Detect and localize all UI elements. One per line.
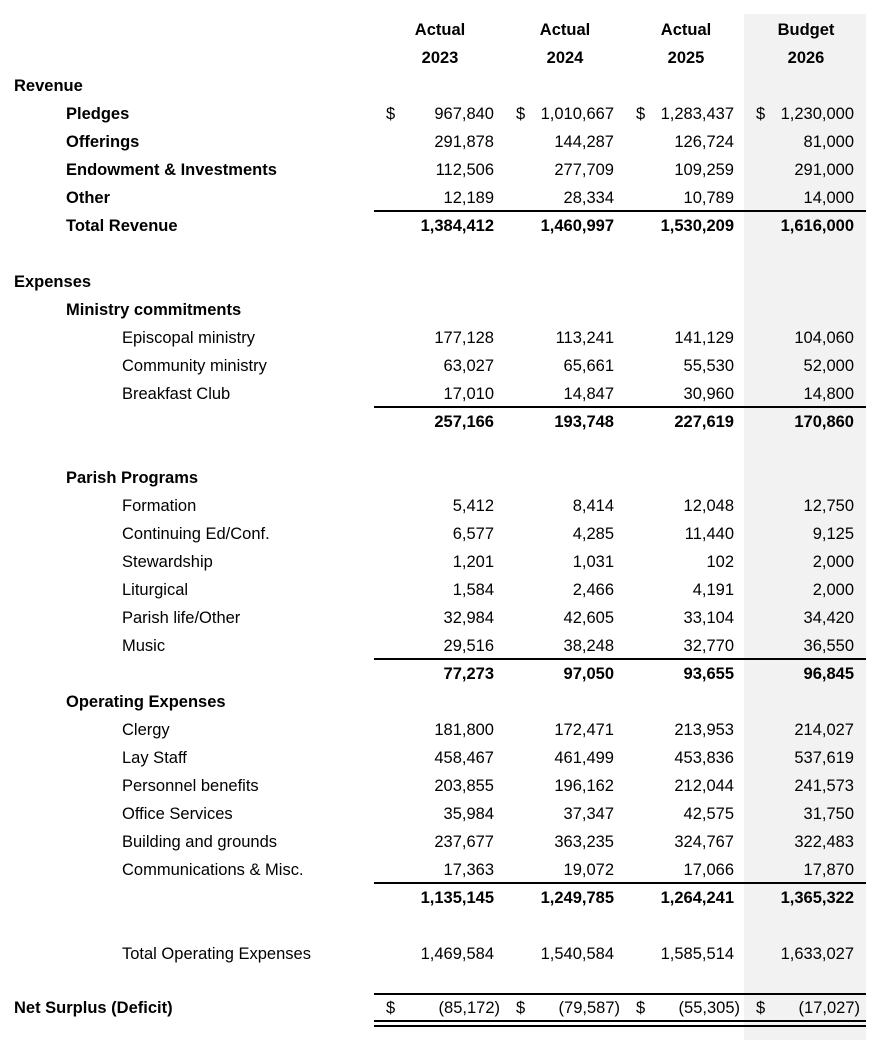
cell-2025 <box>614 408 734 436</box>
row-label: Communications & Misc. <box>122 861 304 879</box>
value: 144,287 <box>554 133 614 151</box>
cell-2026 <box>734 884 854 912</box>
cell-2025 <box>614 492 734 520</box>
row-label: Clergy <box>122 721 170 739</box>
cell-2025 <box>614 380 734 408</box>
value: 458,467 <box>434 749 494 767</box>
cell-2023 <box>374 156 494 184</box>
value: 177,128 <box>434 329 494 347</box>
cell-2025 <box>614 716 734 744</box>
table-row <box>0 492 880 520</box>
row-label: Offerings <box>66 133 140 151</box>
cell-2024 <box>494 324 614 352</box>
value: 81,000 <box>803 133 854 151</box>
table-row <box>0 716 880 744</box>
row-label: Net Surplus (Deficit) <box>14 999 173 1017</box>
subsection-heading-operating <box>0 688 880 716</box>
value: 172,471 <box>554 721 614 739</box>
value: 1,201 <box>452 553 494 571</box>
cell-2026 <box>734 100 854 128</box>
cell-2024 <box>494 856 614 884</box>
value: 11,440 <box>684 525 734 543</box>
row-label: Building and grounds <box>122 833 278 851</box>
value: 193,748 <box>554 413 614 431</box>
value: 12,048 <box>683 497 734 515</box>
currency-symbol: $ <box>516 999 526 1017</box>
value: 35,984 <box>443 805 494 823</box>
value: 1,264,241 <box>660 889 734 907</box>
value: 6,577 <box>452 525 494 543</box>
cell-2026 <box>734 716 854 744</box>
cell-2025 <box>614 548 734 576</box>
value: 12,750 <box>803 497 854 515</box>
cell-2023 <box>374 716 494 744</box>
value: 1,584 <box>452 581 494 599</box>
cell-2024 <box>494 128 614 156</box>
row-label: Pledges <box>66 105 130 123</box>
value: 112,506 <box>435 161 494 179</box>
value: 9,125 <box>812 525 854 543</box>
value: 32,984 <box>443 609 494 627</box>
value: 4,285 <box>572 525 614 543</box>
value: 17,363 <box>443 861 494 879</box>
operating-heading: Operating Expenses <box>66 693 226 711</box>
cell-2025 <box>614 660 734 688</box>
value: 14,847 <box>563 385 614 403</box>
value: 181,800 <box>434 721 494 739</box>
row-label: Personnel benefits <box>122 777 259 795</box>
currency-symbol: $ <box>636 105 646 123</box>
total-revenue-row <box>0 212 880 240</box>
cell-2025 <box>614 940 734 968</box>
value: 1,010,667 <box>540 105 614 123</box>
cell-2023 <box>374 744 494 772</box>
value: 28,334 <box>563 189 614 207</box>
value: 170,860 <box>794 413 854 431</box>
value: 257,166 <box>434 413 494 431</box>
cell-2023 <box>374 520 494 548</box>
currency-symbol: $ <box>516 105 526 123</box>
value: 5,412 <box>452 497 494 515</box>
cell-2023 <box>374 772 494 800</box>
value: 8,414 <box>572 497 614 515</box>
value: 213,953 <box>674 721 734 739</box>
cell-2024 <box>494 884 614 912</box>
cell-2024 <box>494 408 614 436</box>
cell-2025 <box>614 772 734 800</box>
table-row <box>0 156 880 184</box>
value: 1,249,785 <box>540 889 614 907</box>
cell-2026 <box>734 128 854 156</box>
cell-2023 <box>374 184 494 212</box>
ministry-subtotal-row <box>0 408 880 436</box>
row-label: Formation <box>122 497 197 515</box>
cell-2023 <box>374 492 494 520</box>
cell-2026 <box>734 184 854 212</box>
cell-2026 <box>734 156 854 184</box>
value: 96,845 <box>803 665 854 683</box>
cell-2026 <box>734 576 854 604</box>
row-label: Community ministry <box>122 357 267 375</box>
value: 126,724 <box>674 133 734 151</box>
row-label: Total Revenue <box>66 217 178 235</box>
column-header-row-2 <box>0 44 880 72</box>
currency-symbol: $ <box>756 999 766 1017</box>
value: 4,191 <box>692 581 734 599</box>
value: 453,836 <box>674 749 734 767</box>
cell-2023 <box>374 576 494 604</box>
cell-2025 <box>614 856 734 884</box>
value: 93,655 <box>683 665 734 683</box>
cell-2026 <box>734 520 854 548</box>
currency-symbol: $ <box>386 999 396 1017</box>
cell-2026 <box>734 604 854 632</box>
value: 104,060 <box>794 329 854 347</box>
value: 1,616,000 <box>780 217 854 235</box>
value: (17,027) <box>798 999 860 1017</box>
ministry-heading: Ministry commitments <box>66 301 242 319</box>
column-header-2023-line1: Actual <box>414 21 466 39</box>
value: 1,585,514 <box>660 945 734 963</box>
value: 77,273 <box>443 665 494 683</box>
value: 227,619 <box>674 413 734 431</box>
value: 363,235 <box>554 833 614 851</box>
table-row <box>0 744 880 772</box>
table-row <box>0 100 880 128</box>
net-double-underline <box>374 1020 866 1027</box>
cell-2026 <box>734 828 854 856</box>
cell-2026 <box>734 940 854 968</box>
net-surplus-row <box>0 994 880 1022</box>
value: 42,575 <box>683 805 734 823</box>
table-row <box>0 548 880 576</box>
currency-symbol: $ <box>756 105 766 123</box>
currency-symbol: $ <box>636 999 646 1017</box>
value: 461,499 <box>554 749 614 767</box>
value: 1,283,437 <box>660 105 734 123</box>
column-header-2026-line2: 2026 <box>787 49 825 67</box>
row-label: Endowment & Investments <box>66 161 277 179</box>
cell-2023 <box>374 324 494 352</box>
cell-2025 <box>614 128 734 156</box>
table-row <box>0 828 880 856</box>
row-label: Lay Staff <box>122 749 187 767</box>
operating-subtotal-row <box>0 884 880 912</box>
value: 277,709 <box>554 161 614 179</box>
value: 141,129 <box>674 329 734 347</box>
cell-2025 <box>614 828 734 856</box>
value: 113,241 <box>555 329 614 347</box>
column-header-row-1 <box>0 16 880 44</box>
value: 97,050 <box>563 665 614 683</box>
cell-2024 <box>494 660 614 688</box>
row-label: Liturgical <box>122 581 189 599</box>
cell-2024 <box>494 184 614 212</box>
value: 42,605 <box>563 609 614 627</box>
value: 19,072 <box>563 861 614 879</box>
cell-2024 <box>494 548 614 576</box>
cell-2023 <box>374 380 494 408</box>
cell-2023 <box>374 408 494 436</box>
column-header-2025-line2: 2025 <box>667 49 705 67</box>
section-heading-expenses <box>0 268 880 296</box>
cell-2025 <box>614 576 734 604</box>
value: 212,044 <box>674 777 734 795</box>
row-label: Music <box>122 637 166 655</box>
cell-2026 <box>734 492 854 520</box>
cell-2025 <box>614 100 734 128</box>
value: 31,750 <box>803 805 854 823</box>
value: (79,587) <box>558 999 620 1017</box>
value: 1,365,322 <box>780 889 854 907</box>
cell-2023 <box>374 884 494 912</box>
value: (55,305) <box>678 999 740 1017</box>
cell-2025 <box>614 156 734 184</box>
value: 1,633,027 <box>780 945 854 963</box>
cell-2025 <box>614 800 734 828</box>
value: 2,000 <box>812 581 854 599</box>
table-row <box>0 772 880 800</box>
table-row <box>0 324 880 352</box>
value: 17,870 <box>803 861 854 879</box>
column-header-2023-line2: 2023 <box>421 49 459 67</box>
row-label: Episcopal ministry <box>122 329 255 347</box>
value: 109,259 <box>674 161 734 179</box>
value: 55,530 <box>683 357 734 375</box>
value: 63,027 <box>443 357 494 375</box>
column-header-2026-line1: Budget <box>777 21 835 39</box>
value: 1,031 <box>572 553 614 571</box>
cell-2024 <box>494 632 614 660</box>
expenses-heading: Expenses <box>14 273 92 291</box>
value: 237,677 <box>434 833 494 851</box>
cell-2023 <box>374 212 494 240</box>
table-row <box>0 576 880 604</box>
currency-symbol: $ <box>386 105 396 123</box>
subsection-heading-ministry <box>0 296 880 324</box>
row-label: Breakfast Club <box>122 385 231 403</box>
value: 1,460,997 <box>540 217 614 235</box>
table-row <box>0 128 880 156</box>
cell-2024 <box>494 604 614 632</box>
value: 967,840 <box>434 105 494 123</box>
row-label: Stewardship <box>122 553 213 571</box>
total-operating-expenses-row <box>0 940 880 968</box>
cell-2026 <box>734 352 854 380</box>
value: 203,855 <box>434 777 494 795</box>
cell-2026 <box>734 324 854 352</box>
cell-2025 <box>614 744 734 772</box>
parish-subtotal-row <box>0 660 880 688</box>
cell-2023 <box>374 548 494 576</box>
table-row <box>0 604 880 632</box>
cell-2024 <box>494 520 614 548</box>
value: 1,540,584 <box>540 945 614 963</box>
cell-2024 <box>494 576 614 604</box>
value: 17,066 <box>683 861 734 879</box>
table-row <box>0 184 880 212</box>
value: 1,135,145 <box>420 889 494 907</box>
cell-2023 <box>374 352 494 380</box>
subsection-heading-parish <box>0 464 880 492</box>
cell-2026 <box>734 632 854 660</box>
cell-2023 <box>374 632 494 660</box>
cell-2025 <box>614 184 734 212</box>
value: 10,789 <box>683 189 734 207</box>
value: 37,347 <box>563 805 614 823</box>
cell-2024 <box>494 100 614 128</box>
value: 214,027 <box>794 721 854 739</box>
revenue-heading: Revenue <box>14 77 83 95</box>
cell-2024 <box>494 352 614 380</box>
column-header-2025-line1: Actual <box>660 21 712 39</box>
value: 1,469,584 <box>420 945 494 963</box>
cell-2025 <box>614 884 734 912</box>
row-label: Total Operating Expenses <box>122 945 311 963</box>
table-row <box>0 632 880 660</box>
cell-2025 <box>614 324 734 352</box>
cell-2026 <box>734 856 854 884</box>
cell-2024 <box>494 380 614 408</box>
value: 537,619 <box>794 749 854 767</box>
column-header-2024-line1: Actual <box>539 21 591 39</box>
table-row <box>0 800 880 828</box>
value: 1,530,209 <box>660 217 734 235</box>
value: 38,248 <box>563 637 614 655</box>
cell-2024 <box>494 800 614 828</box>
cell-2023 <box>374 828 494 856</box>
row-label: Continuing Ed/Conf. <box>122 525 270 543</box>
cell-2025 <box>614 520 734 548</box>
value: 17,010 <box>443 385 494 403</box>
value: 30,960 <box>683 385 734 403</box>
cell-2024 <box>494 940 614 968</box>
cell-2023 <box>374 100 494 128</box>
cell-2023 <box>374 856 494 884</box>
parish-heading: Parish Programs <box>66 469 199 487</box>
value: 2,466 <box>572 581 614 599</box>
value: 32,770 <box>683 637 734 655</box>
cell-2023 <box>374 604 494 632</box>
table-row <box>0 520 880 548</box>
cell-2025 <box>614 994 740 1022</box>
cell-2025 <box>614 352 734 380</box>
value: 324,767 <box>674 833 734 851</box>
cell-2024 <box>494 772 614 800</box>
value: 2,000 <box>812 553 854 571</box>
row-label: Parish life/Other <box>122 609 241 627</box>
value: 52,000 <box>803 357 854 375</box>
cell-2023 <box>374 660 494 688</box>
cell-2024 <box>494 156 614 184</box>
cell-2025 <box>614 632 734 660</box>
cell-2025 <box>614 604 734 632</box>
row-label: Other <box>66 189 111 207</box>
cell-2023 <box>374 800 494 828</box>
table-row <box>0 856 880 884</box>
cell-2023 <box>374 940 494 968</box>
value: 33,104 <box>683 609 734 627</box>
cell-2026 <box>734 744 854 772</box>
value: 291,878 <box>434 133 494 151</box>
cell-2026 <box>734 994 860 1022</box>
cell-2023 <box>374 128 494 156</box>
value: 14,000 <box>803 189 854 207</box>
cell-2026 <box>734 660 854 688</box>
cell-2024 <box>494 744 614 772</box>
cell-2024 <box>494 492 614 520</box>
cell-2026 <box>734 548 854 576</box>
value: 12,189 <box>443 189 494 207</box>
cell-2024 <box>494 212 614 240</box>
cell-2026 <box>734 800 854 828</box>
cell-2026 <box>734 772 854 800</box>
table-row <box>0 352 880 380</box>
value: 1,230,000 <box>780 105 854 123</box>
value: 65,661 <box>563 357 614 375</box>
value: 102 <box>706 553 734 571</box>
cell-2026 <box>734 212 854 240</box>
value: 241,573 <box>794 777 854 795</box>
value: 14,800 <box>803 385 854 403</box>
section-heading-revenue <box>0 72 880 100</box>
value: 1,384,412 <box>420 217 494 235</box>
table-row <box>0 380 880 408</box>
cell-2024 <box>494 716 614 744</box>
cell-2025 <box>614 212 734 240</box>
value: 34,420 <box>803 609 854 627</box>
cell-2024 <box>494 994 620 1022</box>
cell-2023 <box>374 994 500 1022</box>
value: 291,000 <box>794 161 854 179</box>
cell-2026 <box>734 380 854 408</box>
value: 196,162 <box>554 777 614 795</box>
cell-2026 <box>734 408 854 436</box>
cell-2024 <box>494 828 614 856</box>
column-header-2024-line2: 2024 <box>546 49 584 67</box>
value: 29,516 <box>443 637 494 655</box>
value: (85,172) <box>438 999 500 1017</box>
value: 322,483 <box>794 833 854 851</box>
row-label: Office Services <box>122 805 233 823</box>
value: 36,550 <box>803 637 854 655</box>
